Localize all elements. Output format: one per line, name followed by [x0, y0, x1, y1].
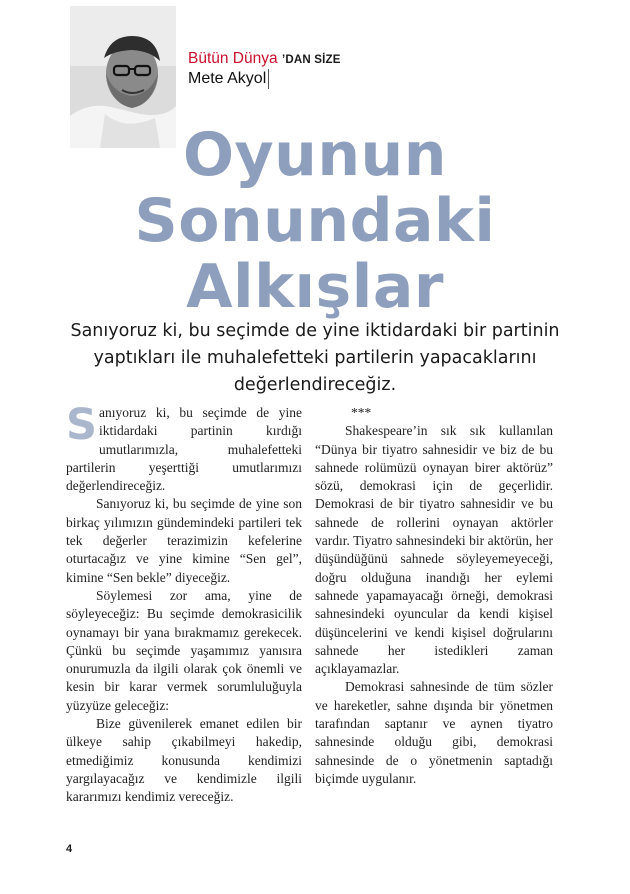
series-name: Bütün Dünya	[188, 50, 278, 67]
title-line: Sonundaki	[134, 186, 496, 256]
body-paragraph	[66, 400, 302, 495]
body-paragraph: Sanıyoruz ki, bu seçimde de yine son birkaç yılımızın gündemindeki partileri tek tek değerler terazimizin kefelerine oturtacağız ve yine kimine “Sen gel”, kimine “Sen bekle” diyeceğiz.	[66, 496, 302, 585]
article-title	[80, 122, 550, 320]
column-header	[188, 50, 341, 89]
article-lead: Sanıyoruz ki, bu seçimde de yine iktidardaki bir partinin yaptıkları ile muhalefetteki partilerin yapacaklarını değerlendireceğiz.	[70, 321, 560, 395]
title-line: Alkışlar	[186, 252, 444, 322]
body-paragraph: Söylemesi zor ama, yine de söyleyeceğiz: Bu seçimde demokrasicilik oynamayı bir yana bırakmamız gerekecek. Çünkü bu seçimde yaşamımız yanısıra onurumuzla da ilgili olarak çok önemli ve kesin bir karar vermek sorumluluğuyla yüzyüze geleceğiz:	[66, 587, 302, 713]
page-number: 4	[66, 843, 73, 855]
series-suffix: ’DAN SİZE	[281, 54, 341, 66]
series-label	[188, 50, 341, 69]
drop-cap: S	[66, 400, 97, 450]
body-column-right	[315, 404, 553, 788]
body-paragraph: Demokrasi sahnesinde de tüm sözler ve hareketler, sahne dışında bir yönetmen tarafından saptanır ve aynen tiyatro sahnesinde olduğu gibi, demokrasi sahnesinde de o yönetmenin saptadığı biçimde uygulanır.	[315, 679, 553, 786]
title-line: Oyunun	[183, 120, 447, 190]
body-paragraph-text: anıyoruz ki, bu seçimde de yine iktidardaki partinin kırdığı umutlarımızla, muhalefetteki partilerin yeşerttiği umutlarımızı değerlendireceğiz.	[66, 405, 302, 494]
section-separator: ***	[351, 405, 372, 420]
body-paragraph: Bize güvenilerek emanet edilen bir ülkeye sahip çıkabilmeyi hakedip, etmediğimiz konusunda kendimizi yargılayacağız ve kendimizle ilgili kararımızı kendimiz vereceğiz.	[66, 716, 302, 805]
body-paragraph: Shakespeare’in sık sık kullanılan “Dünya bir tiyatro sahnesidir ve biz de bu sahnede rolümüzü oynayan birer aktörüz” sözü, demokrasi için de geçerlidir. Demokrasi de bir tiyatro sahnesidir ve bu sahnede de rollerini oynayan aktörler vardır. Tiyatro sahnesindeki bir aktörün, her düşündüğünü sahnede söyleyemeyeceği, doğru olduğuna inandığı her eylemi sahnede yapamayacağı örneği, demokrasi sahnesindeki oyuncular da kendi kişisel düşüncelerini ve kendi kişisel doğrularını sahnede her istedikleri zaman açıklayamazlar.	[315, 423, 553, 677]
body-column-left	[66, 400, 302, 807]
author-name: Mete Akyol	[188, 69, 269, 89]
